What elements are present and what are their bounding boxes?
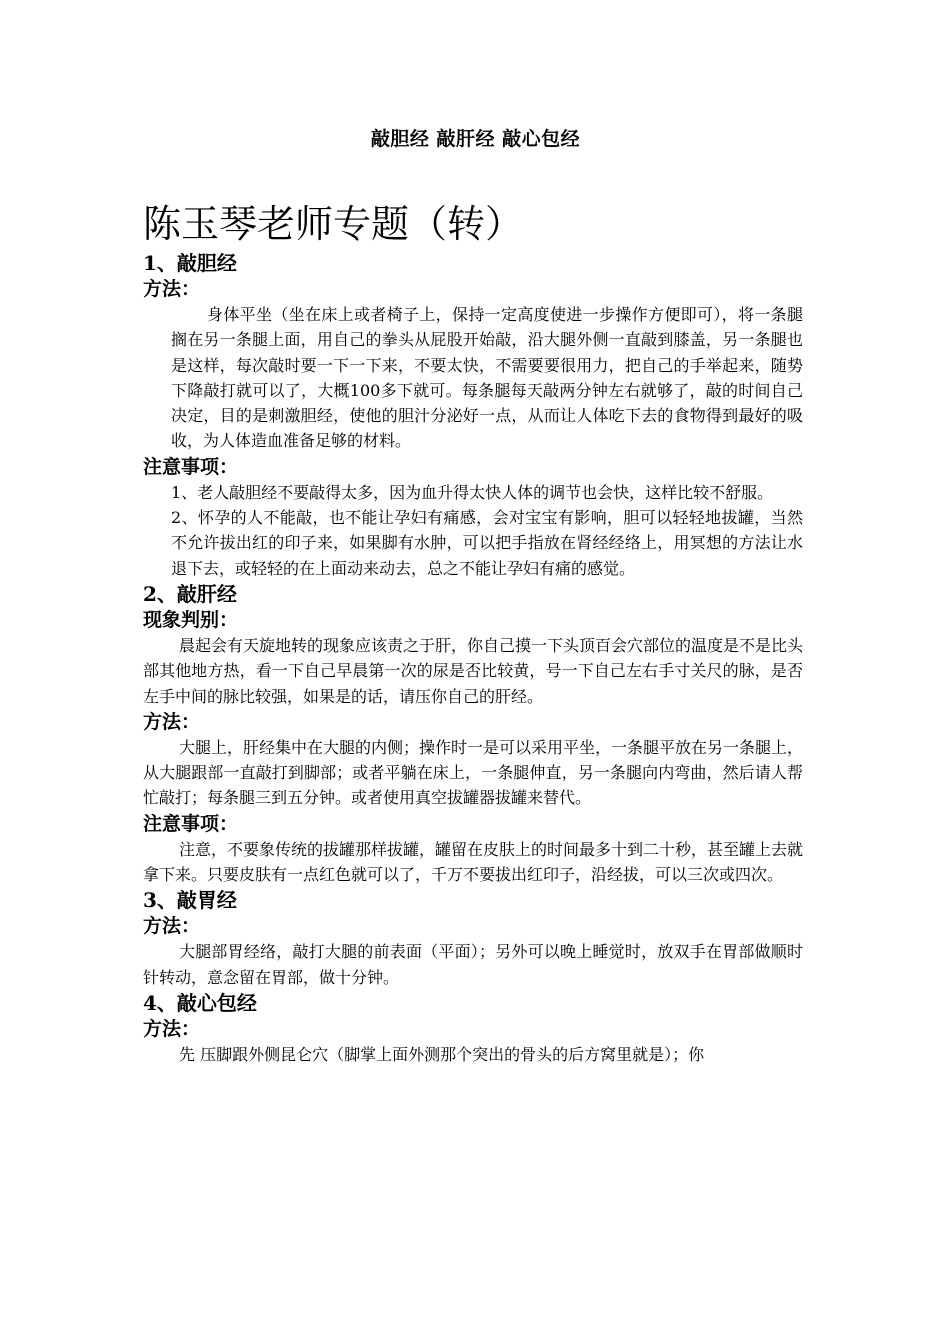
method-paragraph: 大腿部胃经络，敲打大腿的前表面（平面）；另外可以晚上睡觉时，放双手在胃部做顺时针转动，意念留在胃部，做十分钟。	[143, 942, 803, 987]
phenomenon-label: 现象判别：	[143, 608, 239, 631]
note-item: 1、老人敲胆经不要敲得太多，因为血升得太快人体的调节也会快，这样比较不舒服。	[171, 482, 774, 502]
note-item: 2、怀孕的人不能敲，也不能让孕妇有痛感，会对宝宝有影响，胆可以轻轻地拔罐，当然不允许拔出红的印子来，如果脚有水肿，可以把手指放在肾经经络上，用冥想的方法让水退下去，或轻轻的在上面动来动去，总之不能让孕妇有痛的感觉。	[171, 508, 803, 578]
page-title: 陈玉琴老师专题（转）	[143, 202, 524, 246]
section-heading-liver: 2、敲肝经	[143, 581, 237, 606]
section-heading-gallbladder: 1、敲胆经	[143, 251, 237, 275]
notes-label: 注意事项：	[143, 812, 239, 835]
document-header: 敲胆经 敲肝经 敲心包经	[370, 128, 581, 150]
section-heading-stomach: 3、敲胃经	[143, 888, 237, 913]
notes-label: 注意事项：	[143, 455, 239, 478]
method-label: 方法：	[143, 915, 201, 938]
method-paragraph: 大腿上，肝经集中在大腿的内侧；操作时一是可以采用平坐，一条腿平放在另一条腿上，从大腿跟部一直敲打到脚部；或者平躺在床上，一条腿伸直，另一条腿向内弯曲，然后请人帮忙敲打；每条腿三到五分钟。或者使用真空拔罐器拔罐来替代。	[143, 737, 804, 808]
method-label: 方法：	[143, 710, 201, 733]
phenomenon-paragraph: 晨起会有天旋地转的现象应该责之于肝，你自己摸一下头顶百会穴部位的温度是不是比头部其他地方热，看一下自己早晨第一次的尿是否比较黄，号一下自己左右手寸关尺的脉，是否左手中间的脉比较强，如果是的话，请压你自己的肝经。	[143, 635, 804, 706]
method-paragraph: 先 压脚跟外侧昆仑穴（脚掌上面外测那个突出的骨头的后方窝里就是）；你	[179, 1044, 705, 1064]
document-body	[143, 250, 803, 1067]
section-heading-pericardium: 4、敲心包经	[143, 990, 257, 1015]
method-label: 方法：	[143, 278, 201, 300]
method-label: 方法：	[143, 1017, 201, 1040]
method-paragraph: 身体平坐（坐在床上或者椅子上，保持一定高度使进一步操作方便即可），将一条腿搁在另一条腿上面，用自己的拳头从屁股开始敲，沿大腿外侧一直敲到膝盖，另一条腿也是这样，每次敲时要一下一下来，不要太快，不需要要很用力，把自己的手举起来，随势下降敲打就可以了，大概100多下就可。每条腿每天敲两分钟左右就够了，敲的时间自己决定，目的是刺激胆经，使他的胆汁分泌好一点，从而让人体吃下去的食物得到最好的吸收，为人体造血准备足够的材料。	[171, 305, 803, 451]
notes-paragraph: 注意，不要象传统的拔罐那样拔罐，罐留在皮肤上的时间最多十到二十秒，甚至罐上去就拿下来。只要皮肤有一点红色就可以了，千万不要拔出红印子，沿经拔，可以三次或四次。	[143, 839, 804, 885]
